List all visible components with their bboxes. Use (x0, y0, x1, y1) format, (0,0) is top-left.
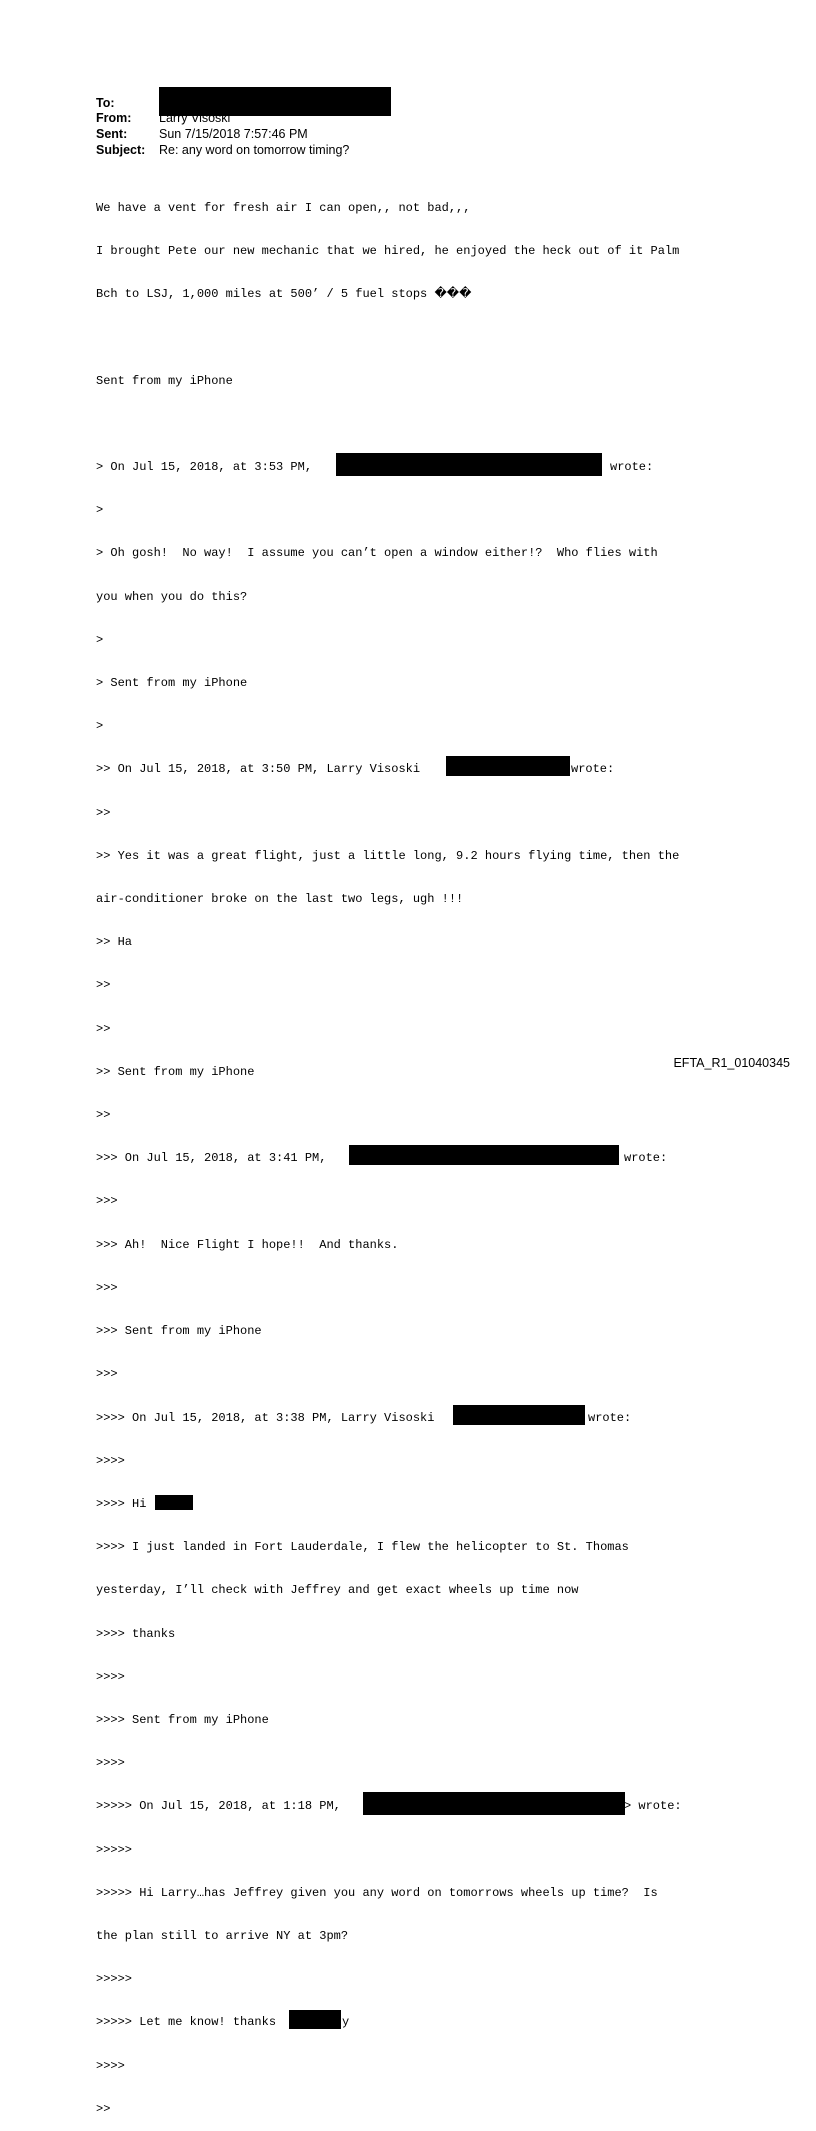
email-body (96, 172, 682, 2131)
body-line: >> (96, 978, 111, 993)
from-row (96, 111, 230, 126)
body-line: Sent from my iPhone (96, 373, 233, 388)
to-row (96, 96, 159, 111)
body-line (96, 417, 679, 431)
subject-row (96, 143, 349, 158)
greeting: >>>> Hi (96, 1496, 147, 1511)
redaction-email (446, 756, 570, 776)
body-line: >> Yes it was a great flight, just a little long, 9.2 hours flying time, then the (96, 848, 680, 863)
body-line: >> (96, 2101, 111, 2116)
redaction-sender (336, 453, 602, 476)
to-label: To: (96, 96, 115, 110)
body-line: > Oh gosh! No way! I assume you can’t open a window either!? Who flies with (96, 546, 658, 561)
body-line: >>> (96, 1194, 118, 1209)
quote-intro: >> On Jul 15, 2018, at 3:50 PM, Larry Visoski (96, 762, 421, 777)
wrote-label: > wrote: (624, 1799, 682, 1814)
body-line: >>> (96, 1280, 118, 1295)
quote-intro: >>>>> On Jul 15, 2018, at 1:18 PM, (96, 1799, 341, 1814)
body-line: >>>> I just landed in Fort Lauderdale, I flew the helicopter to St. Thomas (96, 1540, 629, 1555)
subject-value: Re: any word on tomorrow timing? (159, 143, 350, 157)
body-line: yesterday, I’ll check with Jeffrey and get exact wheels up time now (96, 1583, 579, 1598)
body-line: >>>> (96, 2058, 125, 2073)
body-line: I brought Pete our new mechanic that we hired, he enjoyed the heck out of it Palm (96, 244, 680, 259)
body-line: the plan still to arrive NY at 3pm? (96, 1928, 349, 1943)
body-line: > (96, 719, 104, 734)
body-line: >>> Ah! Nice Flight I hope!! And thanks. (96, 1237, 399, 1252)
sign-off: >>>>> Let me know! thanks (96, 2015, 277, 2030)
body-line (96, 460, 679, 474)
redaction-name (155, 1495, 193, 1510)
redaction-name (289, 2010, 341, 2029)
body-line: >> (96, 1108, 111, 1123)
sent-row (96, 127, 308, 142)
body-line: Bch to LSJ, 1,000 miles at 500’ / 5 fuel stops ��� (96, 287, 472, 302)
body-line: >>>> (96, 1669, 125, 1684)
sent-value: Sun 7/15/2018 7:57:46 PM (159, 127, 308, 141)
sent-label: Sent: (96, 127, 128, 141)
wrote-label: wrote: (571, 762, 615, 777)
body-line: > (96, 632, 104, 647)
body-line: > (96, 503, 104, 518)
body-line: >>>>> (96, 1972, 133, 1987)
body-line: >> (96, 805, 111, 820)
body-line: >>> (96, 1367, 118, 1382)
from-value: Larry Visoski (159, 111, 231, 125)
subject-label: Subject: (96, 143, 146, 157)
quote-intro: > On Jul 15, 2018, at 3:53 PM, (96, 460, 313, 475)
name-fragment: y (342, 2015, 350, 2030)
body-line: We have a vent for fresh air I can open,, not bad,,, (96, 200, 471, 215)
from-label: From: (96, 111, 132, 125)
body-line (96, 1799, 682, 1814)
body-line (96, 330, 679, 344)
body-line: >>>>> Hi Larry…has Jeffrey given you any word on tomorrows wheels up time? Is (96, 1885, 658, 1900)
body-line: >> Ha (96, 935, 133, 950)
wrote-label: wrote: (610, 460, 654, 475)
body-line: >>>>> (96, 1842, 133, 1857)
body-line: >>>> thanks (96, 1626, 176, 1641)
redaction-sender (363, 1792, 625, 1815)
wrote-label: wrote: (624, 1151, 668, 1166)
document-id: EFTA_R1_01040345 (673, 1056, 790, 1070)
body-line: air-conditioner broke on the last two legs, ugh !!! (96, 892, 464, 907)
body-line: >> (96, 1021, 111, 1036)
body-line: you when you do this? (96, 589, 248, 604)
body-line (96, 2015, 679, 2029)
body-line: >> Sent from my iPhone (96, 1064, 255, 1079)
redaction-sender (349, 1145, 619, 1165)
quote-intro: >>>> On Jul 15, 2018, at 3:38 PM, Larry Visoski (96, 1410, 435, 1425)
body-line (96, 1497, 679, 1511)
redaction-email (453, 1405, 585, 1425)
body-line: >>>> Sent from my iPhone (96, 1712, 269, 1727)
body-line: >>>> (96, 1453, 125, 1468)
body-line: >>> Sent from my iPhone (96, 1324, 262, 1339)
body-line (96, 1411, 679, 1425)
body-line: >>>> (96, 1756, 125, 1771)
body-line: > Sent from my iPhone (96, 676, 248, 691)
wrote-label: wrote: (588, 1410, 632, 1425)
quote-intro: >>> On Jul 15, 2018, at 3:41 PM, (96, 1151, 327, 1166)
body-line (96, 762, 679, 776)
body-line (96, 1151, 679, 1165)
